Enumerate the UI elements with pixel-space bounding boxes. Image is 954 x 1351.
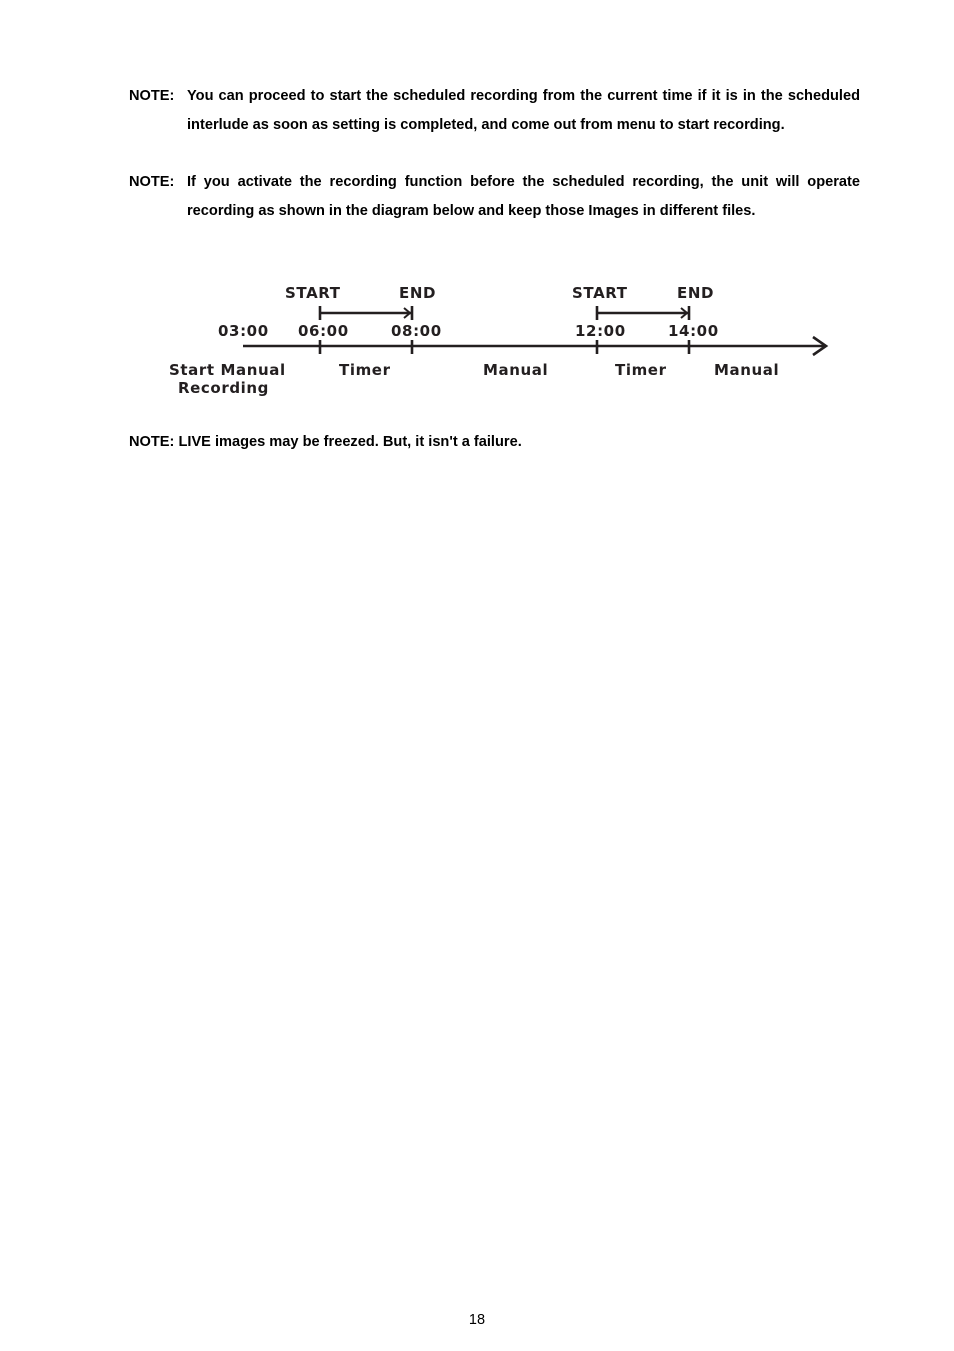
note-2-label: NOTE: bbox=[129, 174, 175, 190]
mode-label-timer-2: Timer bbox=[615, 361, 667, 379]
mode-label-manual-2: Manual bbox=[714, 361, 780, 379]
range-2-start-label: START bbox=[572, 284, 628, 302]
time-label-0300: 03:00 bbox=[218, 322, 269, 340]
time-label-1200: 12:00 bbox=[575, 322, 626, 340]
note-3-label: NOTE: bbox=[129, 434, 175, 450]
time-label-1400: 14:00 bbox=[668, 322, 719, 340]
mode-label-timer-1: Timer bbox=[339, 361, 391, 379]
time-label-0800: 08:00 bbox=[391, 322, 442, 340]
time-label-0600: 06:00 bbox=[298, 322, 349, 340]
mode-label-manual-1: Manual bbox=[483, 361, 549, 379]
page-number: 18 bbox=[468, 1312, 486, 1328]
note-1-text: You can proceed to start the scheduled recording from the current time if it is in the scheduled interlude as soon as setting is completed, and come out from menu to start recording. bbox=[187, 88, 860, 133]
note-2-text: If you activate the recording function before the scheduled recording, the unit will operate recording as shown in the diagram below and keep those Images in different files. bbox=[187, 174, 860, 219]
timer-range-2-bar bbox=[597, 306, 689, 320]
timer-range-1-bar bbox=[320, 306, 412, 320]
note-3-text: LIVE images may be freezed. But, it isn't a failure. bbox=[178, 434, 522, 450]
range-1-start-label: START bbox=[285, 284, 341, 302]
mode-label-recording: Recording bbox=[178, 379, 270, 397]
note-1-label: NOTE: bbox=[129, 88, 175, 104]
range-2-end-label: END bbox=[677, 284, 715, 302]
range-1-end-label: END bbox=[399, 284, 437, 302]
recording-timeline-diagram bbox=[0, 0, 954, 420]
note-3 bbox=[129, 428, 860, 457]
mode-label-start-manual: Start Manual bbox=[169, 361, 286, 379]
